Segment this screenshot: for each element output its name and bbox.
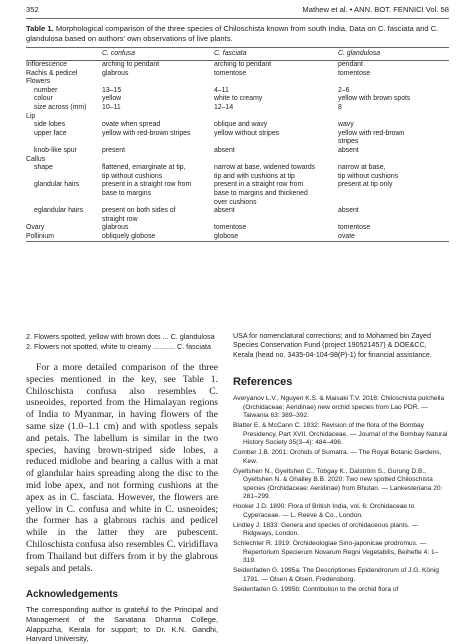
acknowledgements-continued: USA for nomenclatural corrections; and to Mohamed bin Zayed Species Conservation Fund (project 190521457) & DOE&CC, Kerala (head no. 3435-04-104-98(P)-1) for financial assistance. [233,332,432,359]
table-cell: yellow with brown spots [338,95,411,103]
acknowledgements-heading: Acknowledgements [26,589,119,601]
column-header-confusa: C. confusa [102,50,135,57]
table-cell: glabrous [102,224,129,232]
acknowledgements-text: The corresponding author is grateful to the Principal and Management of the Sanatana Dharma College, Alappuzha, Kerala for support; to Dr. K.N. Gandhi, Harvard University, [26,605,218,644]
body-paragraph: For a more detailed comparison of the three species mentioned in the key, see Table 1. Chiloschista confusa also resembles C. usneoides, reported from the Himalayan regions of India to Myanmar, in having flowers of the same size (1.0–1.1 cm) and with spotless sepals and petals. The labellum is similar in the two species, having brown-striped side lobes, a reduced midlobe and bearing a callus with a mat of glandular hairs spreading along the disc to the mid lobe apex, and not forming cushions at the apex as in C. fasciata. However, the flowers are yellow in C. confusa and white in C. usneoides; the former has a glabrous rachis and pedicel while in the latter they are pubescent. Chiloschista confusa also resembles C. viridiflava from Thailand but differs from it by the glabrous sepals and petals. [26,362,218,574]
table-cell: 10–11 [102,103,121,111]
column-header-glandulosa: C. glandulosa [338,50,381,57]
row-label: Inflorescence [26,61,67,68]
table-row [26,164,449,181]
table-cell: present in a straight row from base to margins [102,181,192,197]
table-row [26,70,449,79]
table-cell: yellow with red-brown stripes [338,129,405,146]
reference-entry: Hooker J.D. 1890: Flora of British India, vol. 6: Orchidaceae to Cyperaceae. — L. Reeve & Co., London. [233,503,415,519]
table-bottom-rule [26,241,449,242]
row-label: size across (mm) [34,103,87,111]
table-cell: 12–14 [214,103,234,111]
reference-entry: Comber J.B. 2001: Orchids of Sumatra. — The Royal Botanic Gardens, Kew. [233,449,442,465]
table-row [26,233,449,242]
column-header-fasciata: C. fasciata [214,50,247,57]
row-label: Flowers [26,78,51,86]
table-row [26,104,449,113]
row-label: Lip [26,112,36,120]
table-cell: arching to pendant [102,61,160,68]
reference-entry: Schlechter R. 1919: Orchideologiae Sino-japonicae prodromus. — Repertorium Specierum Novarum Regni Vegetabilis, Beihefte 4: 1–319. [233,540,439,565]
table-cell: narrow at base, tip without cushions [338,164,399,180]
row-label: colour [34,95,53,103]
table-cell: arching to pendant [214,61,272,68]
table-cell: obliquely globose [102,232,156,240]
table-cell: yellow with red-brown stripes [102,129,191,137]
table-row [26,224,449,233]
table-row [26,95,449,104]
table-cell: tomentose [214,224,247,232]
caption-label: Table 1. [26,24,54,33]
row-label: upper face [34,129,67,137]
table-row [26,156,449,165]
reference-entry: Blatter E. & McCann C. 1932: Revision of the flora of the Bombay Presidency, Part XVII. Orchidaceae. — Journal of the Bombay Natural History Society 35(3–4): 484–496. [233,422,448,447]
table-cell: wavy [338,121,354,129]
table-cell: present at tip only [338,181,393,189]
body-text [26,362,218,574]
table-cell: oblique and wavy [214,121,268,129]
table-cell: absent [338,146,359,154]
header-rule [26,18,449,19]
table-row [26,147,449,156]
table-cell: absent [338,207,359,215]
table-row [26,113,449,122]
table-cell: 8 [338,103,342,111]
table-row [26,121,449,130]
table-row [26,87,449,96]
row-label: Ovary [26,224,45,232]
table-body [26,61,449,241]
table-cell: pendant [338,61,363,68]
table-cell: yellow without stripes [214,129,280,137]
row-label: knob-like spur [34,146,77,154]
table-caption [26,24,449,44]
table-cell: narrow at base, widened towards tip and with cushions at tip [214,164,316,180]
table-row [26,130,449,147]
table-cell: ovate [338,232,355,240]
row-label: Callus [26,155,46,163]
table-cell: present [102,146,125,154]
table-cell: glabrous [102,69,129,77]
row-label: shape [34,164,53,172]
references-heading: References [233,376,293,389]
table-cell: 4–11 [214,86,229,94]
key-note: 2. Flowers spotted, yellow with brown dots ... C. glandulosa [26,332,215,341]
table-cell: globose [214,232,239,240]
running-header [26,5,449,17]
key-note: 2. Flowers not spotted, white to creamy ........... C. fasciata [26,342,211,351]
table-cell: yellow [102,95,122,103]
row-label: glandular hairs [34,181,80,189]
reference-entry: Seidenfaden G. 1995b: Contribution to the orchid flora of [233,585,399,593]
table-row [26,181,449,207]
table-cell: 13–15 [102,86,122,94]
row-label: number [34,86,58,94]
running-head: Mathew et al. • ANN. BOT. FENNICI Vol. 58 [302,5,449,14]
reference-entry: Lindley J. 1833: Genera and species of orchidaceous plants. — Ridgways, London. [233,521,419,538]
table-cell: tomentose [338,69,371,77]
table-cell: flattened, emarginate at tip, tip without cushions [102,164,186,180]
reference-entry: Gyeltshen N., Gyeltshen C., Tobgay K., Dalström S., Gurung D.B., Gyeltshen N. & Ghalley B.B. 2020: Two new spotted Chiloschista species (Orchidaceae: Aeridinae) from Bhutan. — Lankesteriana 20: 281–299. [233,467,443,501]
table-row [26,207,449,224]
row-label: eglandular hairs [34,207,84,215]
table-cell: absent [214,146,235,154]
table-cell: white to creamy [214,95,263,103]
table-cell: tomentose [338,224,371,232]
reference-entry: Averyanov L.V., Nguyen K.S. & Maisaki T.V. 2018: Chiloschista pulchella (Orchidaceae: Aeridinae) new orchid species from Lao PDR. — Taiwania 63: 389–392. [233,395,445,420]
row-label: Pollinium [26,232,54,240]
row-label: side lobes [34,121,66,129]
table-cell: ovate when spread [102,121,161,129]
references-list [233,395,449,594]
right-column [233,332,449,596]
table-cell: 2–6 [338,86,350,94]
table-cell: absent [214,207,235,215]
table-row [26,78,449,87]
page-number: 352 [26,5,39,14]
row-label: Rachis & pedicel [26,69,78,77]
table-cell: tomentose [214,69,247,77]
left-column [26,332,218,644]
table-row [26,61,449,70]
comparison-table [26,47,449,242]
reference-entry: Seidenfaden G. 1995a: The Descriptiones Epidendrorum of J.G. König 1791. — Olsen & Olsen, Fredensborg. [233,567,439,583]
table-cell: present on both sides of straight row [102,207,176,223]
table-cell: present in a straight row from base to margins and thickened over cushions [214,181,308,206]
table-header-row [26,48,449,60]
caption-text: Morphological comparison of the three species of Chiloschista known from south India. Data on C. fasciata and C. glandulosa based on authors' own observations of live plants. [26,24,439,43]
